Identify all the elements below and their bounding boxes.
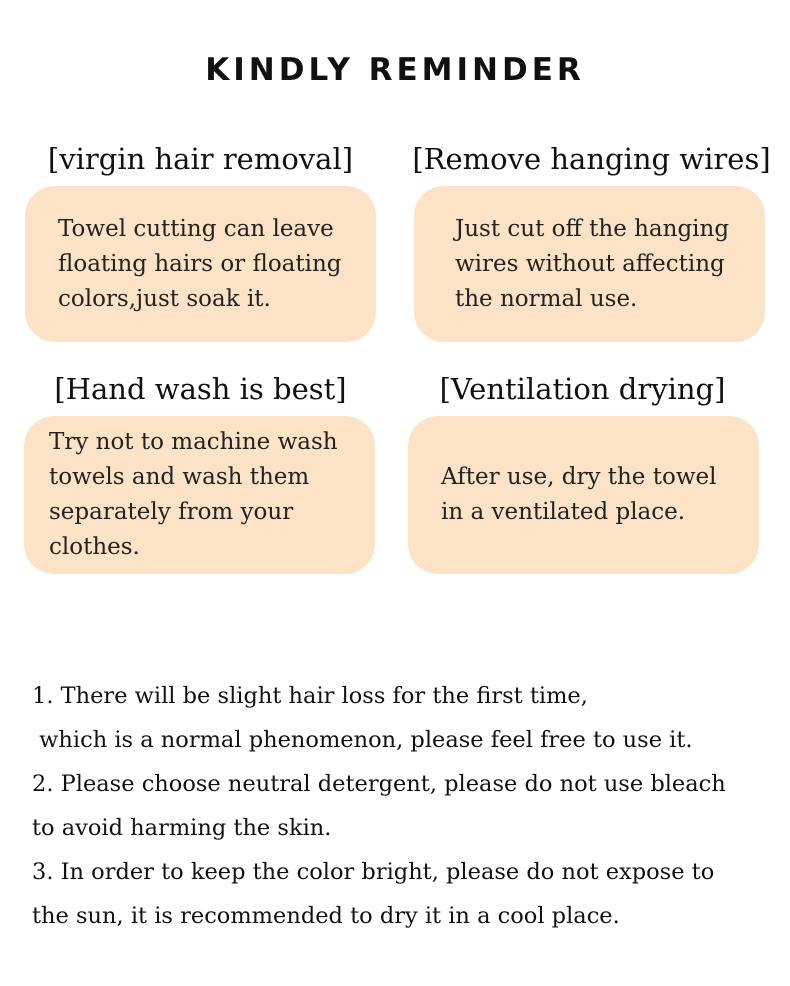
note-line: to avoid harming the skin.: [32, 815, 332, 841]
card-text: Towel cutting can leave floating hairs or floating colors,just soak it.: [58, 215, 342, 312]
card-virgin-hair-removal: [25, 186, 376, 342]
card-text: Just cut off the hanging wires without affecting the normal use.: [455, 215, 730, 312]
note-line: 1. There will be slight hair loss for the first time,: [32, 683, 588, 709]
card-remove-hanging-wires: [414, 186, 765, 342]
card-heading-remove-hanging-wires: [Remove hanging wires]: [412, 142, 771, 176]
card-ventilation-drying: [408, 416, 759, 574]
card-heading-ventilation-drying: [Ventilation drying]: [439, 372, 726, 406]
card-heading-virgin-hair-removal: [virgin hair removal]: [47, 142, 354, 176]
card-heading-hand-wash-is-best: [Hand wash is best]: [54, 372, 347, 406]
note-line: the sun, it is recommended to dry it in a cool place.: [32, 903, 620, 929]
note-line: 2. Please choose neutral detergent, please do not use bleach: [32, 771, 726, 797]
care-notes: [32, 674, 772, 938]
note-line: 3. In order to keep the color bright, please do not expose to: [32, 859, 715, 885]
card-hand-wash-is-best: [24, 416, 375, 574]
page-title: KINDLY REMINDER: [205, 52, 585, 88]
card-text: After use, dry the towel in a ventilated place.: [441, 464, 717, 525]
note-line: which is a normal phenomenon, please feel free to use it.: [32, 727, 693, 753]
card-text: Try not to machine wash towels and wash them separately from your clothes.: [49, 429, 338, 560]
